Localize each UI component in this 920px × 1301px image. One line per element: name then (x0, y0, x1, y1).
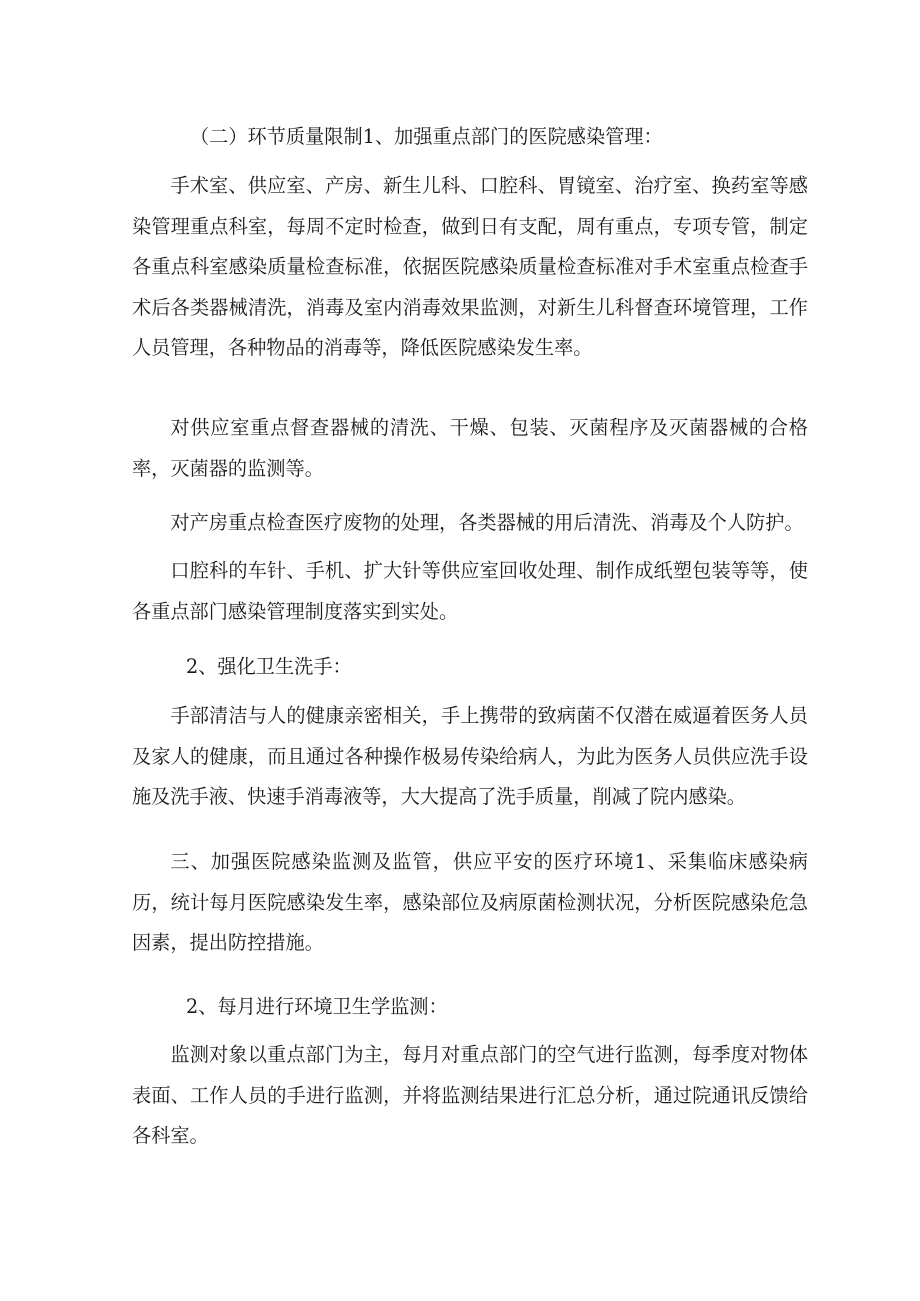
paragraph-section-heading: （二）环节质量限制1、加强重点部门的医院感染管理： (190, 125, 663, 148)
paragraph-environment-monitoring: 监测对象以重点部门为主，每月对重点部门的空气进行监测，每季度对物体表面、工作人员的手进行监测，并将监测结果进行汇总分析，通过院通讯反馈给各科室。 (132, 1043, 808, 1147)
paragraph-key-departments: 手术室、供应室、产房、新生儿科、口腔科、胃镜室、治疗室、换药室等感染管理重点科室，每周不定时检查，做到日有支配，周有重点，专项专管，制定各重点科室感染质量检查标准，依据医院感染质量检查标准对手术室重点检查手术后各类器械清洗，消毒及室内消毒效果监测，对新生儿科督查环境管理，工作人员管理，各种物品的消毒等，降低医院感染发生率。 (132, 174, 808, 359)
paragraph-delivery-room: 对产房重点检查医疗废物的处理，各类器械的用后清洗、消毒及个人防护。 (170, 511, 804, 534)
paragraph-hand-hygiene: 手部清洁与人的健康亲密相关，手上携带的致病菌不仅潜在威逼着医务人员及家人的健康，而且通过各种操作极易传染给病人，为此为医务人员供应洗手设施及洗手液、快速手消毒液等，大大提高了洗手质量，削减了院内感染。 (132, 704, 808, 808)
paragraph-hand-hygiene-heading: 2、强化卫生洗手： (186, 655, 352, 678)
paragraph-monitoring-section: 三、加强医院感染监测及监管，供应平安的医疗环境1、采集临床感染病历，统计每月医院感染发生率，感染部位及病原菌检测状况，分析医院感染危急因素，提出防控措施。 (132, 850, 808, 954)
paragraph-supply-room: 对供应室重点督查器械的清洗、干燥、包装、灭菌程序及灭菌器械的合格率，灭菌器的监测等。 (132, 416, 808, 480)
paragraph-dental: 口腔科的车针、手机、扩大针等供应室回收处理、制作成纸塑包装等等，使各重点部门感染管理制度落实到实处。 (132, 559, 808, 623)
paragraph-environment-heading: 2、每月进行环境卫生学监测： (186, 995, 448, 1018)
